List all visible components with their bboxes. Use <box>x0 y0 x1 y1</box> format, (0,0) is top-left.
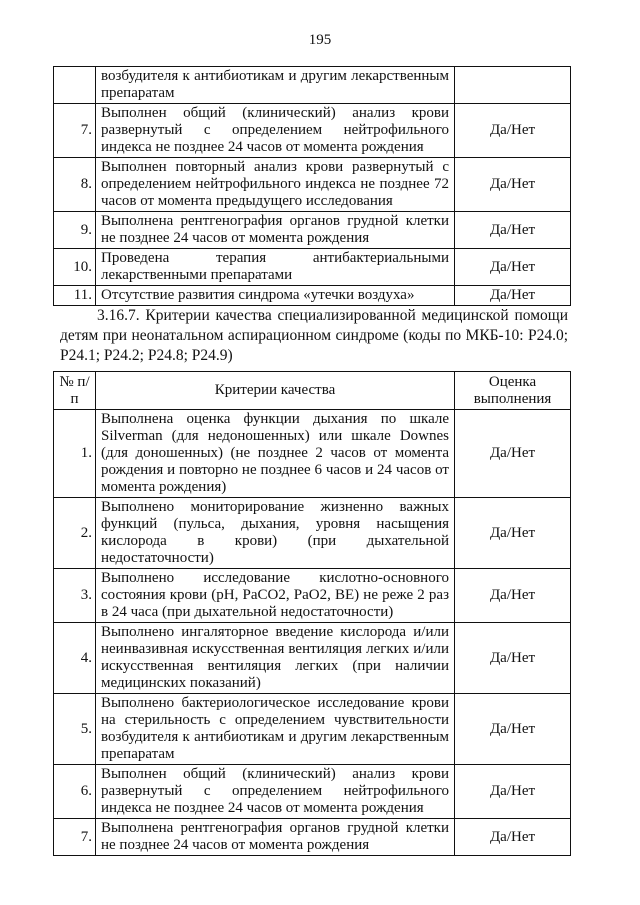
row-number: 6. <box>54 765 96 819</box>
row-score: Да/Нет <box>455 623 571 694</box>
criteria-table-continued <box>53 66 571 306</box>
row-number: 4. <box>54 623 96 694</box>
table-row <box>54 286 571 306</box>
row-number: 7. <box>54 819 96 856</box>
row-criterion: возбудителя к антибиотикам и другим лекарственным препаратам <box>96 67 455 104</box>
row-score: Да/Нет <box>455 410 571 498</box>
row-criterion: Выполнена рентгенография органов грудной клетки не позднее 24 часов от момента рождения <box>96 819 455 856</box>
row-criterion: Выполнено мониторирование жизненно важных функций (пульса, дыхания, уровня насыщения кислорода в крови) (при дыхательной недостаточности) <box>96 498 455 569</box>
row-number: 10. <box>54 249 96 286</box>
criteria-table-aspiration-syndrome <box>53 371 571 856</box>
row-score: Да/Нет <box>455 212 571 249</box>
row-number: 9. <box>54 212 96 249</box>
row-number: 1. <box>54 410 96 498</box>
table-row <box>54 249 571 286</box>
table-row <box>54 569 571 623</box>
row-score: Да/Нет <box>455 819 571 856</box>
table-row <box>54 765 571 819</box>
header-score: Оценка выполнения <box>455 372 571 410</box>
row-criterion: Выполнен общий (клинический) анализ крови развернутый с определением нейтрофильного индекса не позднее 24 часов от момента рождения <box>96 765 455 819</box>
row-criterion: Проведена терапия антибактериальными лекарственными препаратами <box>96 249 455 286</box>
table-row <box>54 694 571 765</box>
table-row <box>54 212 571 249</box>
row-score: Да/Нет <box>455 286 571 306</box>
row-criterion: Выполнена оценка функции дыхания по шкале Silverman (для недоношенных) или шкале Downes (для доношенных) (не позднее 2 часов от момента рождения и повторно не позднее 6 часов и 24 часов от момента рождения) <box>96 410 455 498</box>
table-header-row <box>54 372 571 410</box>
row-score: Да/Нет <box>455 569 571 623</box>
table-row <box>54 67 571 104</box>
header-num: № п/п <box>54 372 96 410</box>
table-row <box>54 498 571 569</box>
row-criterion: Выполнен повторный анализ крови развернутый с определением нейтрофильного индекса не позднее 72 часов от момента предыдущего исследования <box>96 158 455 212</box>
row-score <box>455 67 571 104</box>
row-score: Да/Нет <box>455 249 571 286</box>
row-criterion: Выполнено ингаляторное введение кислорода и/или неинвазивная искусственная вентиляция легких и/или искусственная вентиляция легких (при наличии медицинских показаний) <box>96 623 455 694</box>
row-score: Да/Нет <box>455 765 571 819</box>
row-number: 5. <box>54 694 96 765</box>
row-number: 3. <box>54 569 96 623</box>
row-number: 8. <box>54 158 96 212</box>
row-score: Да/Нет <box>455 498 571 569</box>
table-row <box>54 158 571 212</box>
table-row <box>54 623 571 694</box>
row-score: Да/Нет <box>455 694 571 765</box>
row-number: 7. <box>54 104 96 158</box>
table-row <box>54 410 571 498</box>
row-number: 11. <box>54 286 96 306</box>
header-criteria: Критерии качества <box>96 372 455 410</box>
row-criterion: Выполнено исследование кислотно-основного состояния крови (pH, PaCO2, PaO2, BE) не реже 2 раз в 24 часа (при дыхательной недостаточности) <box>96 569 455 623</box>
row-criterion: Выполнена рентгенография органов грудной клетки не позднее 24 часов от момента рождения <box>96 212 455 249</box>
row-criterion: Отсутствие развития синдрома «утечки воздуха» <box>96 286 455 306</box>
table-row <box>54 819 571 856</box>
row-criterion: Выполнено бактериологическое исследование крови на стерильность с определением чувствительности возбудителя к антибиотикам и другим лекарственным препаратам <box>96 694 455 765</box>
table-row <box>54 104 571 158</box>
row-criterion: Выполнен общий (клинический) анализ крови развернутый с определением нейтрофильного индекса не позднее 24 часов от момента рождения <box>96 104 455 158</box>
page-number: 195 <box>308 32 332 48</box>
row-number: 2. <box>54 498 96 569</box>
section-heading-3-16-7: 3.16.7. Критерии качества специализированной медицинской помощи детям при неонатальном аспирационном синдроме (коды по МКБ-10: P24.0; P24.1; P24.2; P24.8; P24.9) <box>60 307 568 364</box>
row-score: Да/Нет <box>455 158 571 212</box>
row-score: Да/Нет <box>455 104 571 158</box>
row-number <box>54 67 96 104</box>
